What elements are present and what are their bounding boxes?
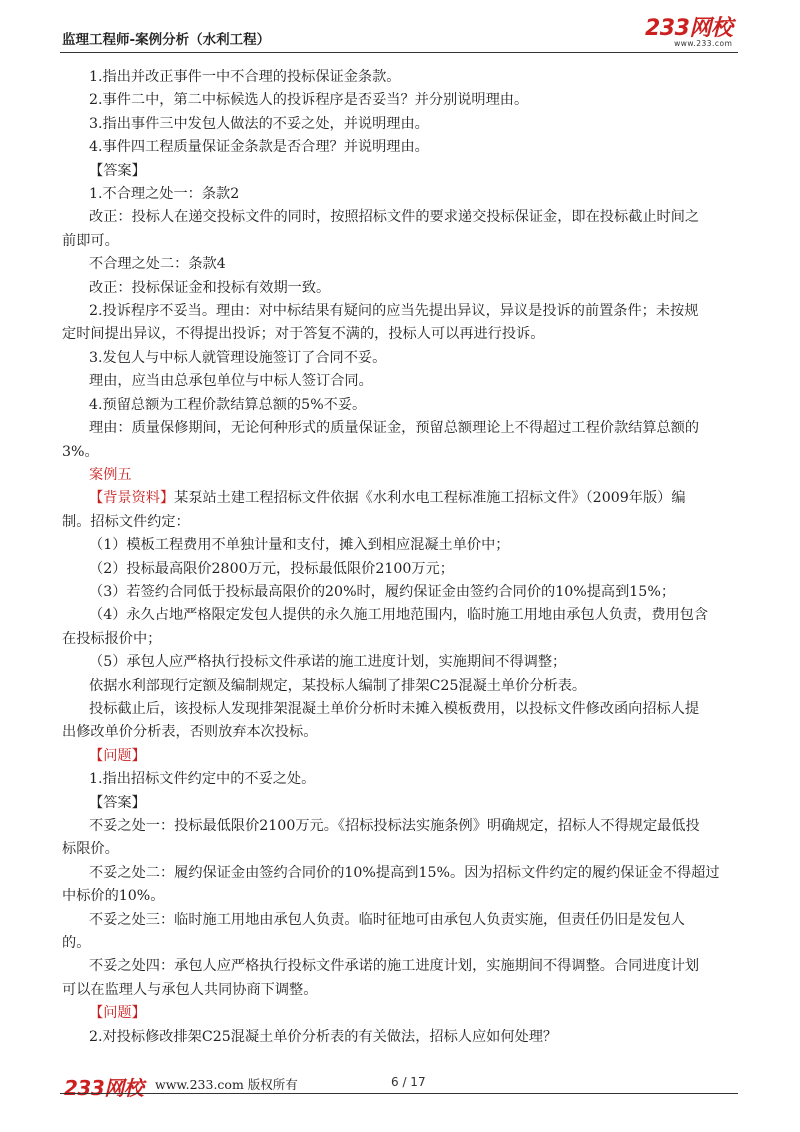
footer-logo: 233网校 [64, 1076, 144, 1100]
line-text: 【答案】 [89, 794, 146, 811]
page-number: 6 / 17 [391, 1075, 426, 1089]
text-line [62, 675, 742, 698]
text-line [62, 909, 742, 932]
line-text: 1.指出并改正事件一中不合理的投标保证金条款。 [89, 69, 401, 85]
text-line [62, 160, 742, 183]
text-line [62, 89, 742, 112]
line-text: 理由：质量保修期间，无论何种形式的质量保证金，预留总额理论上不得超过工程价款结算总额的 [89, 420, 700, 437]
text-line [62, 230, 742, 253]
line-text: 4.事件四工程质量保证金条款是否合理？并说明理由。 [89, 139, 429, 156]
line-text: 1.不合理之处一：条款2 [89, 186, 240, 203]
text-line [62, 932, 742, 955]
text-line [62, 277, 742, 300]
footer-copyright: www.233.com 版权所有 [155, 1077, 298, 1092]
text-line [62, 745, 742, 768]
line-text: 不合理之处二：条款4 [89, 256, 226, 273]
line-text: 在投标报价中； [62, 630, 162, 647]
line-text: 可以在监理人与承包人共同协商下调整。 [62, 981, 318, 998]
text-line [62, 464, 742, 487]
line-text: 4.预留总额为工程价款结算总额的5%不妥。 [89, 396, 367, 413]
section-heading: 【问题】 [89, 747, 146, 764]
text-line [62, 394, 742, 417]
text-line [62, 581, 742, 604]
text-line [62, 183, 742, 206]
text-line [62, 206, 742, 229]
brand-logo-url: www.233.com [674, 39, 733, 48]
text-line [62, 1002, 742, 1025]
text-line [62, 487, 742, 510]
text-line [62, 721, 742, 744]
text-line [62, 441, 742, 464]
text-line [62, 534, 742, 557]
text-line [62, 511, 742, 534]
line-text: （1）模板工程费用不单独计量和支付，摊入到相应混凝土单价中； [89, 537, 510, 554]
line-text: 不妥之处二：履约保证金由签约合同价的10%提高到15%。因为招标文件约定的履约保证金不得超过 [89, 864, 720, 881]
line-text: 改正：投标保证金和投标有效期一致。 [89, 279, 331, 296]
line-text: 出修改单价分析表，否则放弃本次投标。 [62, 724, 318, 741]
text-line [62, 347, 742, 370]
line-text: 1.指出招标文件约定中的不妥之处。 [89, 771, 316, 788]
line-text: 某泵站土建工程招标文件依据《水利水电工程标准施工招标文件》（2009年版）编 [174, 490, 686, 507]
text-line [62, 651, 742, 674]
line-text: 定时间提出异议，不得提出投诉；对于答复不满的，投标人可以再进行投诉。 [62, 326, 545, 343]
line-text: 标限价。 [62, 841, 119, 858]
brand-logo-text: 233网校 [645, 16, 733, 41]
line-text: 改正：投标人在递交投标文件的同时，按照招标文件的要求递交投标保证金，即在投标截止时间之 [89, 209, 700, 226]
line-text: （5）承包人应严格执行投标文件承诺的施工进度计划，实施期间不得调整； [89, 654, 567, 671]
line-text: 理由，应当由总承包单位与中标人签订合同。 [89, 373, 373, 390]
line-text: （3）若签约合同低于投标最高限价的20%时，履约保证金由签约合同价的10%提高到15%； [89, 583, 676, 600]
document-body [62, 66, 742, 1049]
line-text: 不妥之处四：承包人应严格执行投标文件承诺的施工进度计划，实施期间不得调整。合同进度计划 [89, 958, 700, 975]
line-text: （4）永久占地严格限定发包人提供的永久施工用地范围内，临时施工用地由承包人负责，费用包含 [89, 607, 709, 624]
text-line [62, 768, 742, 791]
line-text: 不妥之处三：临时施工用地由承包人负责。临时征地可由承包人负责实施，但责任仍旧是发包人 [89, 911, 685, 928]
text-line [62, 604, 742, 627]
text-line [62, 815, 742, 838]
line-text: 【答案】 [89, 162, 146, 179]
section-label: 【背景资料】 [89, 490, 175, 507]
line-text: 2.事件二中，第二中标候选人的投诉程序是否妥当？并分别说明理由。 [89, 92, 529, 109]
line-text: 的。 [62, 935, 91, 952]
line-text: 中标价的10%。 [62, 888, 165, 905]
text-line [62, 417, 742, 440]
text-line [62, 979, 742, 1002]
text-line [62, 300, 742, 323]
text-line [62, 862, 742, 885]
line-text: 3%。 [62, 443, 99, 460]
text-line [62, 1026, 742, 1049]
text-line [62, 323, 742, 346]
text-line [62, 955, 742, 978]
text-line [62, 885, 742, 908]
page-header-title: 监理工程师-案例分析（水利工程） [62, 32, 271, 48]
header-divider [60, 52, 738, 53]
footer-divider [60, 1093, 738, 1094]
section-heading: 案例五 [89, 466, 132, 483]
line-text: 2.对投标修改排架C25混凝土单价分析表的有关做法，招标人应如何处理？ [89, 1028, 558, 1045]
line-text: 不妥之处一：投标最低限价2100万元。《招标投标法实施条例》明确规定，招标人不得规定最低投 [89, 818, 700, 834]
text-line [62, 136, 742, 159]
line-text: 3.指出事件三中发包人做法的不妥之处，并说明理由。 [89, 115, 429, 132]
line-text: 制。招标文件约定： [62, 513, 190, 530]
line-text: 依据水利部现行定额及编制规定，某投标人编制了排架C25混凝土单价分析表。 [89, 677, 587, 694]
line-text: 前即可。 [62, 232, 119, 249]
text-line [62, 628, 742, 651]
text-line [62, 698, 742, 721]
brand-logo [645, 18, 732, 48]
text-line [62, 113, 742, 136]
text-line [62, 792, 742, 815]
text-line [62, 838, 742, 861]
line-text: 投标截止后，该投标人发现排架混凝土单价分析时未摊入模板费用，以投标文件修改函向招标人提 [89, 700, 700, 717]
line-text: 2.投诉程序不妥当。理由：对中标结果有疑问的应当先提出异议，异议是投诉的前置条件；未按规 [89, 303, 699, 320]
line-text: （2）投标最高限价2800万元，投标最低限价2100万元； [89, 560, 454, 577]
section-heading: 【问题】 [89, 1005, 146, 1022]
line-text: 3.发包人与中标人就管理设施签订了合同不妥。 [89, 349, 387, 366]
text-line [62, 66, 742, 89]
text-line [62, 558, 742, 581]
text-line [62, 253, 742, 276]
text-line [62, 370, 742, 393]
